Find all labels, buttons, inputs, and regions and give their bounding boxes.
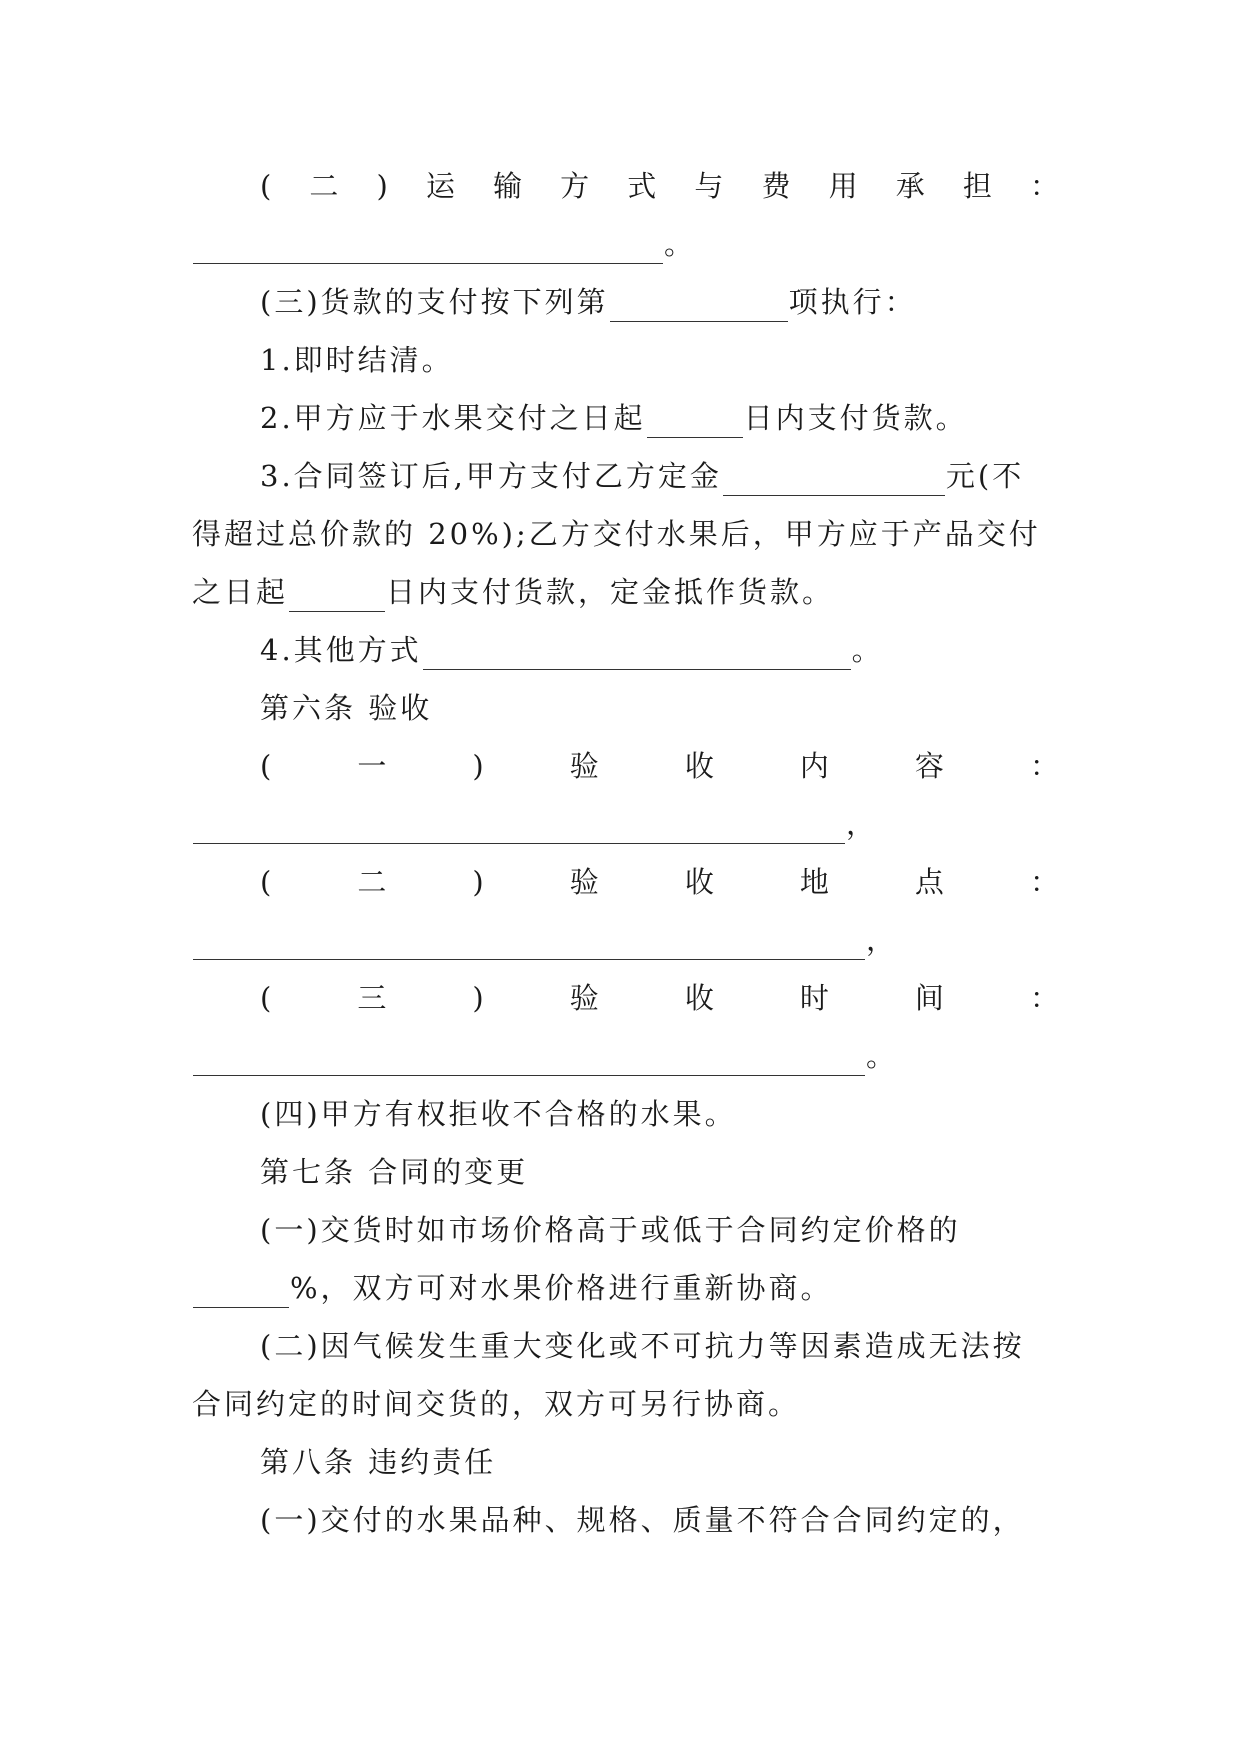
inspection-rejection-clause: (四)甲方有权拒收不合格的水果。 <box>260 1097 737 1131</box>
inspection-content-heading <box>192 746 1062 786</box>
char: 验 <box>569 749 602 783</box>
fill-blank <box>193 1277 289 1308</box>
char: 点 <box>914 865 947 899</box>
char: 间 <box>914 981 947 1015</box>
char: 收 <box>684 749 717 783</box>
payment-option-4: 4.其他方式 。 <box>192 630 1062 670</box>
char: ) <box>472 981 487 1015</box>
fill-blank <box>193 1045 865 1076</box>
char: ) <box>376 169 391 203</box>
char: 与 <box>694 169 727 203</box>
char: 收 <box>684 865 717 899</box>
inspection-place-blank-line: ， <box>192 920 1062 960</box>
char: 一 <box>357 749 390 783</box>
char: ( <box>260 169 275 203</box>
char: 二 <box>309 169 342 203</box>
char: 运 <box>425 169 458 203</box>
payment-option-1: 1.即时结清。 <box>260 343 454 377</box>
char: 式 <box>627 169 660 203</box>
char: 容 <box>914 749 947 783</box>
char: 三 <box>357 981 390 1015</box>
char: 担 <box>962 169 995 203</box>
liability-clause-1: (一)交付的水果品种、规格、质量不符合合同约定的， <box>260 1503 1025 1537</box>
inspection-time-blank-line: 。 <box>192 1036 1062 1076</box>
char: 二 <box>357 865 390 899</box>
char: ) <box>472 865 487 899</box>
fill-blank <box>610 291 788 322</box>
inspection-place-heading <box>192 862 1062 902</box>
payment-option-3: 3.合同签订后,甲方支付乙方定金 元(不 <box>192 456 1062 496</box>
char: 验 <box>569 865 602 899</box>
article-6-heading: 第六条 验收 <box>260 691 433 725</box>
char: 验 <box>569 981 602 1015</box>
change-clause-1-cont: %，双方可对水果价格进行重新协商。 <box>192 1268 1062 1308</box>
char: 承 <box>895 169 928 203</box>
char: ： <box>1029 865 1062 899</box>
char: 内 <box>799 749 832 783</box>
char: 时 <box>799 981 832 1015</box>
clause-3-payment: (三)货款的支付按下列第 项执行： <box>192 282 1062 322</box>
change-clause-1: (一)交货时如市场价格高于或低于合同约定价格的 <box>260 1213 961 1247</box>
clause-2-transport-blank-line: 。 <box>192 224 1062 264</box>
char: 费 <box>761 169 794 203</box>
char: ( <box>260 981 275 1015</box>
char: 收 <box>684 981 717 1015</box>
payment-option-3-cont: 得超过总价款的 20%);乙方交付水果后，甲方应于产品交付 <box>192 517 1041 551</box>
payment-option-3-cont2: 之日起 日内支付货款，定金抵作货款。 <box>192 572 1062 612</box>
fill-blank <box>193 233 663 264</box>
char: ) <box>472 749 487 783</box>
fill-blank <box>193 929 865 960</box>
char: ( <box>260 749 275 783</box>
char: ： <box>1029 981 1062 1015</box>
fill-blank <box>193 813 845 844</box>
change-clause-2-cont: 合同约定的时间交货的，双方可另行协商。 <box>192 1387 801 1421</box>
fill-blank <box>423 639 851 670</box>
article-8-heading: 第八条 违约责任 <box>260 1445 497 1479</box>
char: 地 <box>799 865 832 899</box>
char: 方 <box>560 169 593 203</box>
char: ( <box>260 865 275 899</box>
char: ： <box>1029 169 1062 203</box>
fill-blank <box>723 465 945 496</box>
payment-option-2: 2.甲方应于水果交付之日起 日内支付货款。 <box>192 398 1062 438</box>
char: 输 <box>493 169 526 203</box>
char: ： <box>1029 749 1062 783</box>
fill-blank <box>289 581 385 612</box>
change-clause-2: (二)因气候发生重大变化或不可抗力等因素造成无法按 <box>260 1329 1025 1363</box>
article-7-heading: 第七条 合同的变更 <box>260 1155 529 1189</box>
inspection-content-blank-line: ， <box>192 804 1062 844</box>
char: 用 <box>828 169 861 203</box>
clause-2-transport-heading <box>192 166 1062 206</box>
fill-blank <box>647 407 743 438</box>
inspection-time-heading <box>192 978 1062 1018</box>
